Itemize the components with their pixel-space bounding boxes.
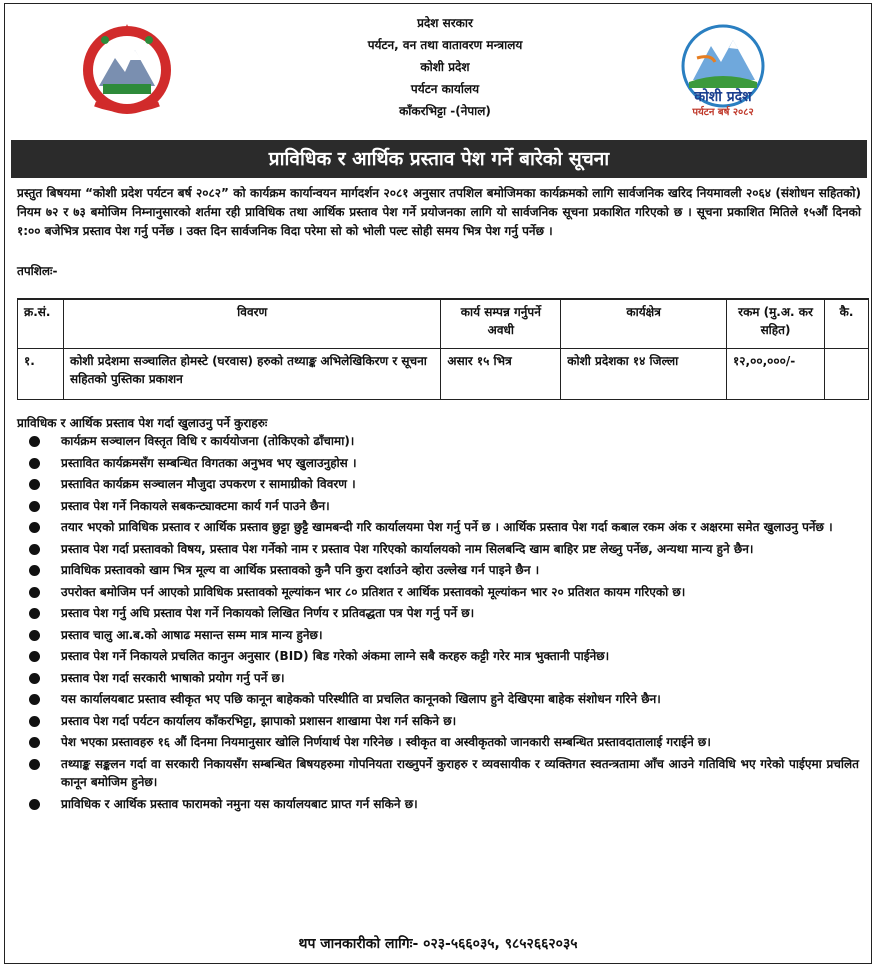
requirement-text: प्रस्ताव पेश गर्ने निकायले सबकन्ट्याक्टमा कार्य गर्न पाउने छैन। <box>61 498 330 513</box>
requirement-text: उपरोक्त बमोजिम पर्न आएको प्राविधिक प्रस्तावको मूल्यांकन भार ८० प्रतिशत र आर्थिक प्रस्तावको मूल्यांकन भार २० प्रतिशत कायम गरिएको छ। <box>61 584 686 599</box>
list-item <box>29 540 859 559</box>
list-item <box>29 712 859 731</box>
list-item <box>29 669 859 688</box>
nepal-emblem-icon <box>79 20 175 116</box>
requirement-text: कार्यक्रम सञ्चालन विस्तृत विधि र कार्ययोजना (तोकिएको ढाँचामा)। <box>61 434 355 448</box>
requirement-text: यस कार्यालयबाट प्रस्ताव स्वीकृत भए पछि कानून बाहेकको परिस्थीति वा प्रचलित कानूनको खिलाप हुने देखिएमा बाहेक संशोधन गरिने छैन। <box>61 692 661 706</box>
requirement-text: प्रस्ताव पेश गर्नु अघि प्रस्ताव पेश गर्ने निकायको लिखित निर्णय र प्रतिवद्धता पत्र पेश गर्नु पर्ने छ। <box>61 606 475 620</box>
requirement-text: प्राविधिक प्रस्तावको खाम भित्र मूल्य वा आर्थिक प्रस्तावको कुनै पनि कुरा दर्शाउने व्होरा उल्लेख गर्न पाइने छैन । <box>61 563 540 577</box>
cell-area: कोशी प्रदेशका १४ जिल्ला <box>561 349 727 400</box>
requirements-heading: प्राविधिक र आर्थिक प्रस्ताव पेश गर्दा खुलाउनु पर्ने कुराहरुः <box>17 416 268 430</box>
list-item <box>29 795 859 814</box>
requirement-text: प्रस्ताव पेश गर्दा सरकारी भाषाको प्रयोग गर्नु पर्ने छ। <box>61 670 285 685</box>
bullet-icon <box>29 565 40 576</box>
list-item <box>29 647 859 666</box>
requirement-text: प्रस्ताव पेश गर्दा प्रस्तावको विषय, प्रस्ताव पेश गर्नेको नाम र प्रस्ताव पेश गरिएको कार्यालयको नाम सिलबन्दि खाम बाहिर प्रष्ट लेख्नु पर्नेछ, अन्यथा मान्य हुने छैन। <box>61 541 754 556</box>
office-line-3: कोशी प्रदेश <box>420 60 470 74</box>
list-item <box>29 518 859 537</box>
cell-duration: असार १५ भित्र <box>441 349 561 400</box>
bullet-icon <box>29 799 40 810</box>
contact-info: थप जानकारीको लागिः- ०२३-५६६०३५, ९८५२६६२०३५ <box>298 936 578 952</box>
requirement-text: प्रस्ताव पेश गर्दा पर्यटन कार्यालय काँकरभिट्टा, झापाको प्रशासन शाखामा पेश गर्न सकिने छ। <box>61 713 457 728</box>
table-header-row <box>18 299 869 349</box>
bullet-icon <box>29 501 40 512</box>
bullet-icon <box>29 522 40 533</box>
office-line-5: काँकरभिट्टा -(नेपाल) <box>399 104 491 118</box>
logo-title: कोशी प्रदेश <box>694 89 752 105</box>
requirement-text: प्रस्तावित कार्यक्रमसँग सम्बन्धित विगतका अनुभव भए खुलाउनुहोस । <box>61 455 357 470</box>
letterhead <box>5 4 871 134</box>
list-item <box>29 604 859 623</box>
list-item <box>29 475 859 494</box>
office-line-2: पर्यटन, वन तथा वातावरण मन्त्रालय <box>367 38 523 52</box>
list-item <box>29 733 859 752</box>
office-line-1: प्रदेश सरकार <box>417 16 473 30</box>
col-header-sn: क्र.सं. <box>18 299 64 349</box>
bullet-icon <box>29 436 40 447</box>
col-header-duration: कार्य सम्पन्न गर्नुपर्ने अवधी <box>441 299 561 349</box>
details-label: तपशिलः- <box>17 264 58 278</box>
list-item <box>29 454 859 473</box>
list-item <box>29 755 859 792</box>
office-address <box>265 12 625 122</box>
list-item <box>29 432 859 451</box>
bullet-icon <box>29 458 40 469</box>
table-row <box>18 349 869 400</box>
bullet-icon <box>29 544 40 555</box>
bullet-icon <box>29 694 40 705</box>
requirement-text: प्राविधिक र आर्थिक प्रस्ताव फारामको नमुना यस कार्यालयबाट प्राप्त गर्न सकिने छ। <box>61 796 418 811</box>
logo-subtitle: पर्यटन बर्ष २०८२ <box>692 107 754 118</box>
notice-title: प्राविधिक र आर्थिक प्रस्ताव पेश गर्ने बारेको सूचना <box>11 140 867 178</box>
program-table <box>17 298 869 400</box>
list-item <box>29 583 859 602</box>
cell-remarks <box>825 349 869 400</box>
list-item <box>29 626 859 645</box>
bullet-icon <box>29 737 40 748</box>
bullet-icon <box>29 587 40 598</box>
requirements-list <box>29 432 859 816</box>
col-header-description: विवरण <box>63 299 440 349</box>
col-header-area: कार्यक्षेत्र <box>561 299 727 349</box>
col-header-amount: रकम (मु.अ. कर सहित) <box>727 299 825 349</box>
cell-description: कोशी प्रदेशमा सञ्चालित होमस्टे (घरवास) हरुको तथ्याङ्क अभिलेखिकिरण र सूचना सहितको पुस्तिका प्रकाशन <box>63 349 440 400</box>
notice-page <box>4 3 872 964</box>
requirement-text: प्रस्ताव चालु आ.ब.को आषाढ मसान्त सम्म मात्र मान्य हुनेछ। <box>61 627 323 642</box>
requirement-text: प्रस्ताव पेश गर्ने निकायले प्रचलित कानुन अनुसार (BID) बिड गरेको अंकमा लाग्ने सबै करहरु कट्टी गरेर मात्र भुक्तानी पाईनेछ। <box>61 649 610 663</box>
requirement-text: तयार भएको प्राविधिक प्रस्ताव र आर्थिक प्रस्ताव छुट्टा छुट्टै खामबन्दी गरि कार्यालयमा पेश गर्नु पर्ने छ । आर्थिक प्रस्ताव पेश गर्दा कबाल रकम अंक र अक्षरमा समेत खुलाउनु पर्नेछ । <box>61 520 833 534</box>
bullet-icon <box>29 673 40 684</box>
bullet-icon <box>29 651 40 662</box>
list-item <box>29 690 859 709</box>
bullet-icon <box>29 608 40 619</box>
office-line-4: पर्यटन कार्यालय <box>410 82 480 96</box>
bullet-icon <box>29 630 40 641</box>
list-item <box>29 497 859 516</box>
intro-paragraph: प्रस्तुत बिषयमा “कोशी प्रदेश पर्यटन बर्ष २०८२” को कार्यक्रम कार्यान्वयन मार्गदर्शन २०८१ अनुसार तपशिल बमोजिमका कार्यक्रमको लागि सार्वजनिक खरिद नियमावली २०६४ (संशोधन सहितको) नियम ७२ र ७३ बमोजिम निम्नानुसारको शर्तमा रही प्राविधिक तथा आर्थिक प्रस्ताव पेश गर्ने प्रयोजनका लागि यो सार्वजनिक सूचना प्रकाशित गरिएको छ । सूचना प्रकाशित मितिले १५औं दिनको १:०० बजेभित्र प्रस्ताव पेश गर्नु पर्नेछ । उक्त दिन सार्वजनिक विदा परेमा सो को भोली पल्ट सोही समय भित्र पेश गर्नु पर्नेछ । <box>17 186 861 238</box>
bullet-icon <box>29 759 40 770</box>
cell-amount: १२,००,०००/- <box>727 349 825 400</box>
bullet-icon <box>29 479 40 490</box>
requirement-text: प्रस्तावित कार्यक्रम सञ्चालन मौजुदा उपकरण र सामाग्रीको विवरण । <box>61 477 356 491</box>
col-header-remarks: कै. <box>825 299 869 349</box>
list-item <box>29 561 859 580</box>
requirement-text: तथ्याङ्क सङ्कलन गर्दा वा सरकारी निकायसँग सम्बन्धित बिषयहरुमा गोपनियता राख्नुपर्ने कुराहरु र व्यवसायीक र व्यक्तिगत स्वतन्त्रतामा आँच आउने गतिविधि भए गरेको पाईएमा प्रचलित कानून बमोजिम हुनेछ। <box>61 756 859 789</box>
requirement-text: पेश भएका प्रस्तावहरु १६ औं दिनमा नियमानुसार खोलि निर्णयार्थ पेश गरिनेछ । स्वीकृत वा अस्वीकृतको जानकारी सम्बन्धित प्रस्तावदातालाई गराईने छ। <box>61 735 711 749</box>
bullet-icon <box>29 716 40 727</box>
cell-sn: १. <box>18 349 64 400</box>
